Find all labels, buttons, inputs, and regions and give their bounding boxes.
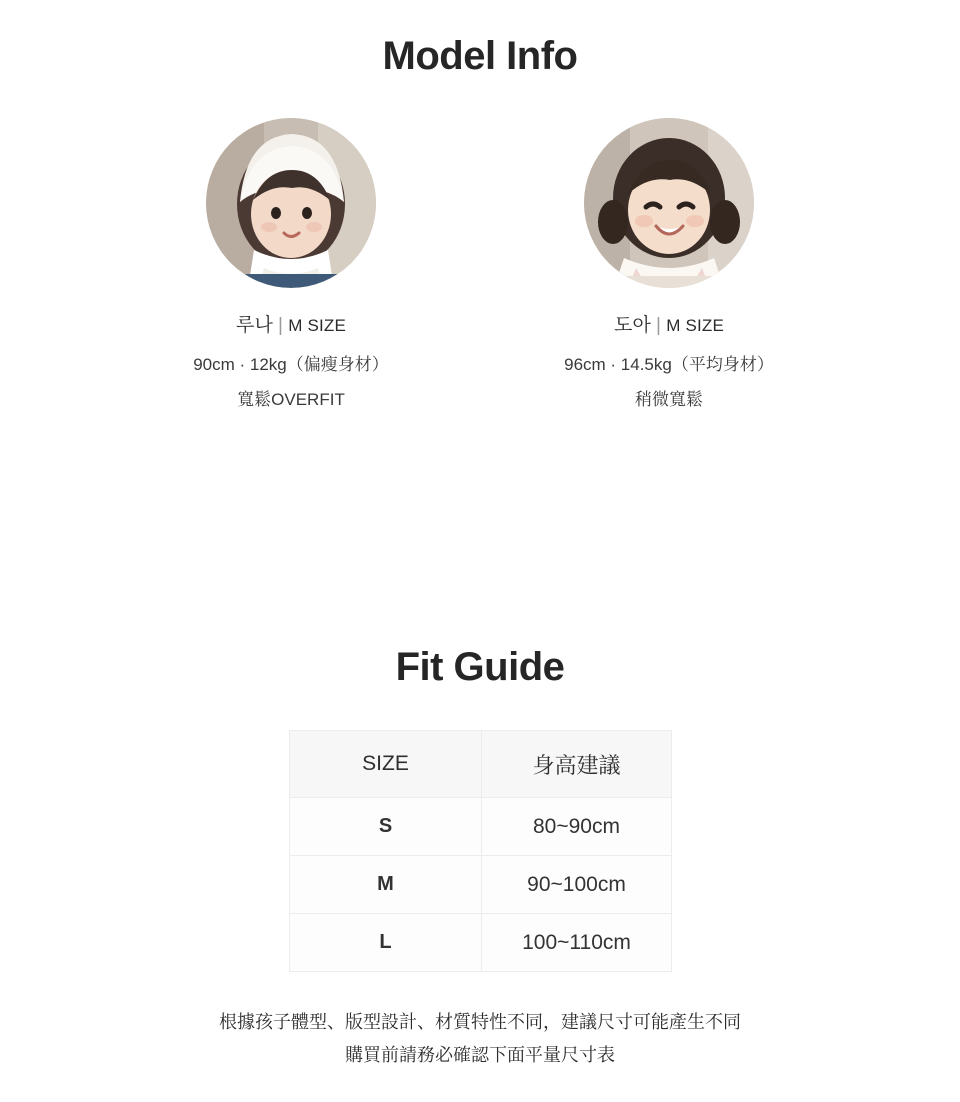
model-name-line: [166, 312, 416, 341]
table-row: [290, 798, 672, 856]
model-fit: 稍微寬鬆: [635, 389, 703, 409]
table-row: [290, 914, 672, 972]
model-fit: 寬鬆OVERFIT: [237, 389, 345, 409]
table-cell-height: 90~100cm: [482, 856, 672, 914]
fit-guide-table: [289, 730, 672, 972]
table-cell-size: S: [290, 798, 482, 856]
model-card: [544, 118, 794, 413]
table-header-size: SIZE: [290, 731, 482, 798]
table-header-row: [290, 731, 672, 798]
model-name-line: [544, 312, 794, 341]
model-name-separator: |: [656, 315, 662, 336]
model-spec: 96cm · 14.5kg（平均身材）: [564, 354, 774, 374]
fit-guide-table-wrapper: [289, 730, 671, 972]
fit-guide-notes: [0, 1006, 960, 1073]
model-size: M SIZE: [288, 316, 347, 335]
model-name: 루나: [235, 315, 274, 336]
model-info-title: Model Info: [382, 34, 578, 78]
table-cell-size: L: [290, 914, 482, 972]
table-header-height: 身高建議: [482, 731, 672, 798]
table-cell-size: M: [290, 856, 482, 914]
model-name: 도아: [613, 315, 652, 336]
fit-guide-note-1: 根據孩子體型、版型設計、材質特性不同，建議尺寸可能產生不同: [219, 1012, 741, 1033]
model-name-separator: |: [278, 315, 284, 336]
model-size: M SIZE: [666, 316, 725, 335]
model-photo-luna: [206, 118, 376, 288]
model-spec: 90cm · 12kg（偏瘦身材）: [193, 354, 389, 374]
model-photo-doa: [584, 118, 754, 288]
fit-guide-title: Fit Guide: [395, 645, 565, 690]
model-card: [166, 118, 416, 413]
table-cell-height: 100~110cm: [482, 914, 672, 972]
table-row: [290, 856, 672, 914]
model-list: [0, 118, 960, 413]
table-cell-height: 80~90cm: [482, 798, 672, 856]
fit-guide-note-2: 購買前請務必確認下面平量尺寸表: [345, 1045, 615, 1066]
